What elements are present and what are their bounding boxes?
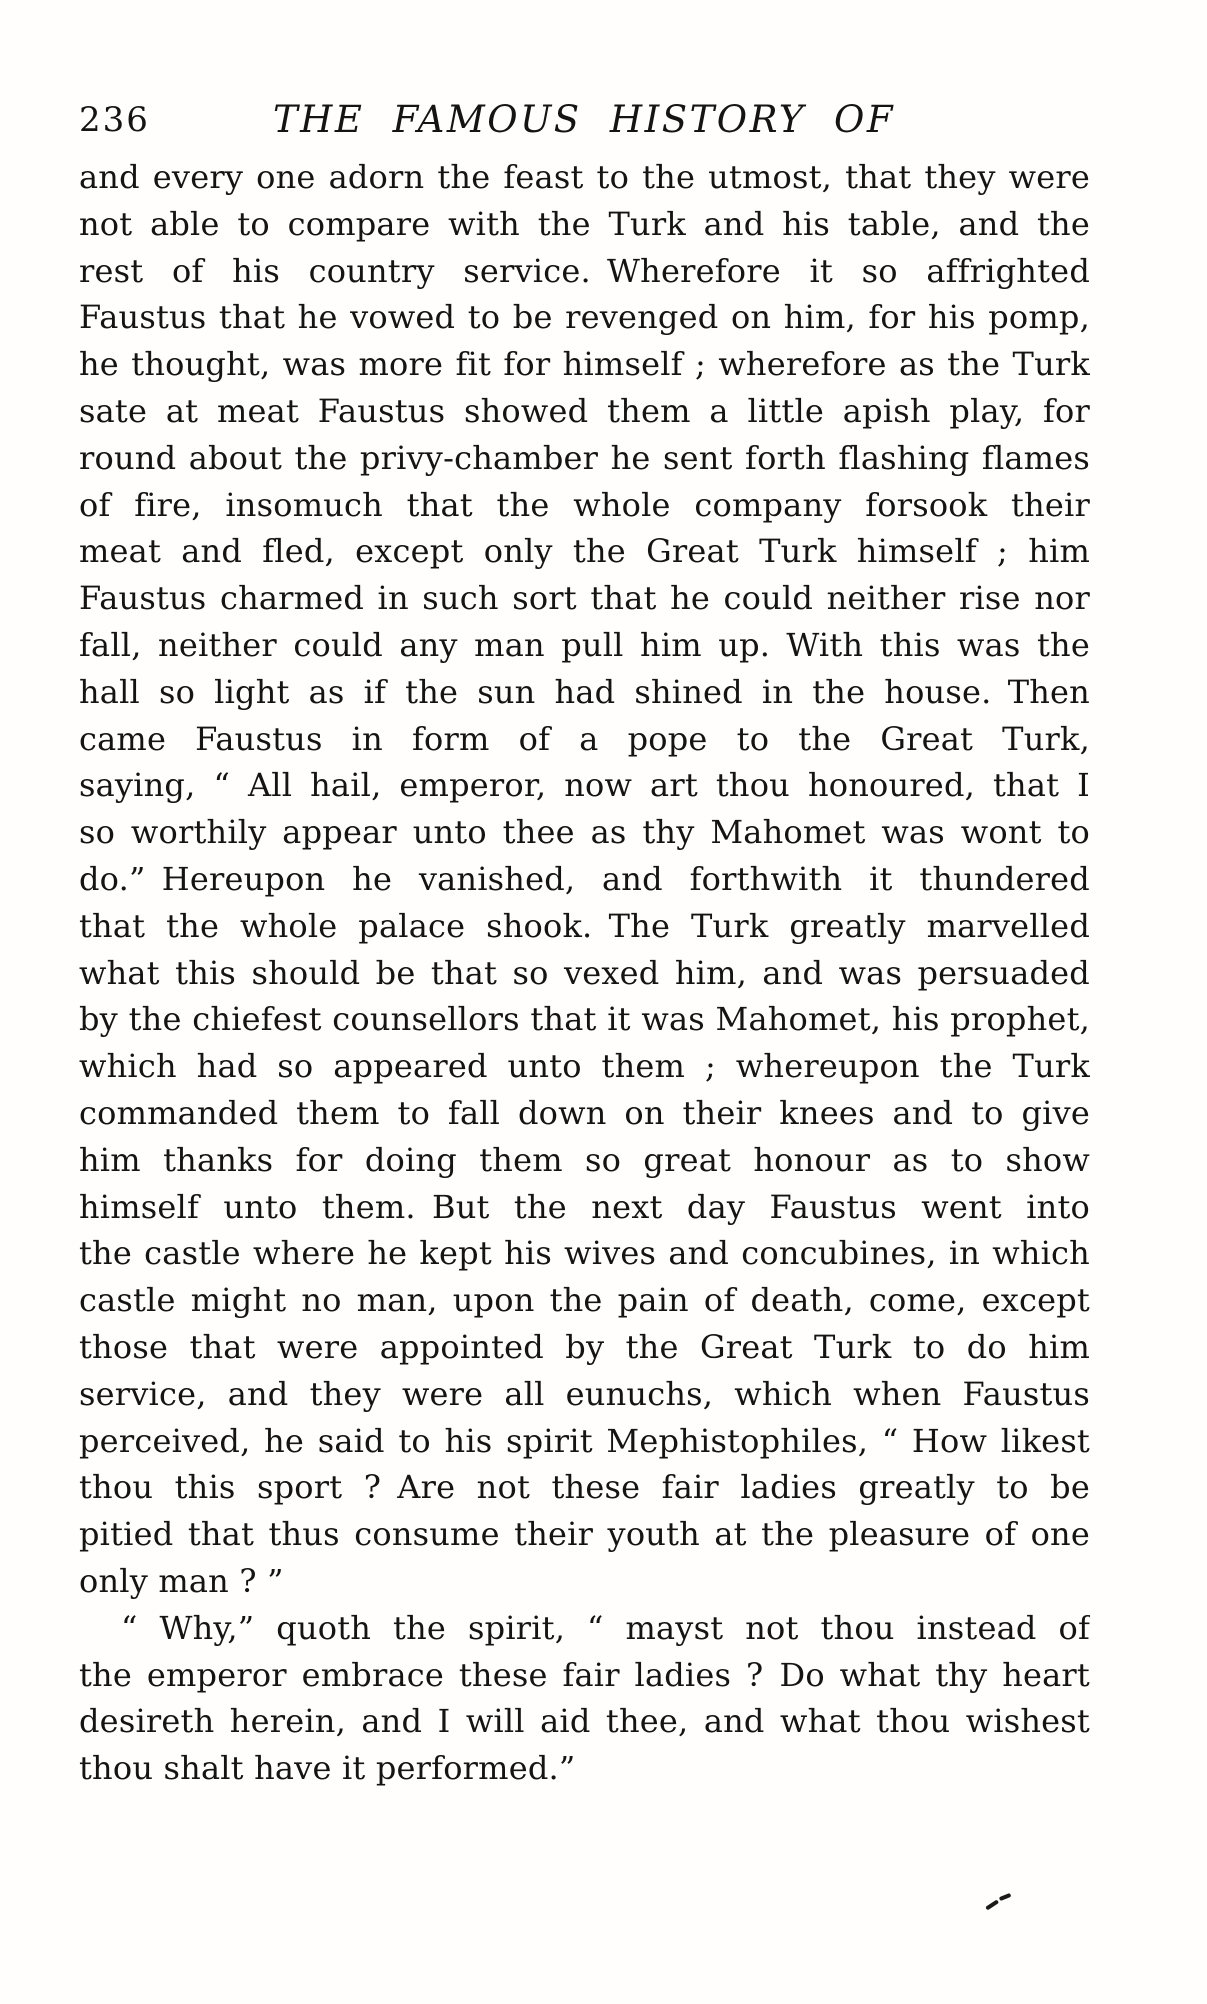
text-line: “ Why,” quoth the spirit, “ mayst not thou instead of bbox=[121, 1608, 1090, 1647]
text-line: perceived, he said to his spirit Mephistophiles, “ How likest bbox=[79, 1421, 1090, 1460]
page-number: 236 bbox=[79, 100, 150, 140]
text-line: commanded them to fall down on their knees and to give bbox=[79, 1093, 1090, 1132]
text-line: sate at meat Faustus showed them a little apish play, for bbox=[79, 391, 1090, 430]
text-line: rest of his country service. Wherefore it so affrighted bbox=[79, 251, 1090, 290]
text-line: fall, neither could any man pull him up. With this was the bbox=[79, 625, 1090, 664]
text-line: the emperor embrace these fair ladies ? Do what thy heart bbox=[79, 1655, 1090, 1694]
running-header bbox=[79, 96, 1089, 144]
text-line: those that were appointed by the Great Turk to do him bbox=[79, 1327, 1090, 1366]
text-line: thou this sport ? Are not these fair ladies greatly to be bbox=[79, 1468, 1090, 1507]
text-line: the castle where he kept his wives and concubines, in which bbox=[79, 1234, 1090, 1273]
body-text bbox=[79, 154, 1090, 1792]
text-line: Faustus that he vowed to be revenged on him, for his pomp, bbox=[79, 298, 1090, 337]
text-line: meat and fled, except only the Great Turk himself ; him bbox=[79, 532, 1090, 571]
text-line: round about the privy-chamber he sent forth flashing flames bbox=[79, 438, 1090, 477]
text-line: service, and they were all eunuchs, which when Faustus bbox=[79, 1374, 1090, 1413]
text-line: which had so appeared unto them ; whereupon the Turk bbox=[79, 1047, 1090, 1086]
ink-mark bbox=[985, 1899, 999, 1910]
running-header-title: THE FAMOUS HISTORY OF bbox=[272, 98, 896, 141]
text-line: Faustus charmed in such sort that he could neither rise nor bbox=[79, 579, 1090, 618]
text-line: he thought, was more fit for himself ; wherefore as the Turk bbox=[79, 345, 1090, 384]
text-line: that the whole palace shook. The Turk greatly marvelled bbox=[79, 906, 1090, 945]
text-line: came Faustus in form of a pope to the Great Turk, bbox=[79, 719, 1090, 758]
ink-mark bbox=[999, 1893, 1011, 1901]
text-line: and every one adorn the feast to the utmost, that they were bbox=[79, 158, 1090, 196]
text-line: only man ? ” bbox=[79, 1561, 284, 1600]
text-line: saying, “ All hail, emperor, now art thou honoured, that I bbox=[79, 766, 1090, 805]
text-line: hall so light as if the sun had shined in the house. Then bbox=[79, 672, 1090, 711]
text-line: desireth herein, and I will aid thee, and what thou wishest bbox=[79, 1702, 1090, 1741]
text-line: castle might no man, upon the pain of death, come, except bbox=[79, 1281, 1090, 1320]
text-line: by the chiefest counsellors that it was Mahomet, his prophet, bbox=[79, 1000, 1090, 1039]
text-line: so worthily appear unto thee as thy Mahomet was wont to bbox=[79, 813, 1090, 852]
text-line: of fire, insomuch that the whole company forsook their bbox=[79, 485, 1090, 524]
text-line: pitied that thus consume their youth at the pleasure of one bbox=[79, 1515, 1090, 1554]
text-line: thou shalt have it performed.” bbox=[79, 1749, 576, 1788]
text-line: do.” Hereupon he vanished, and forthwith it thundered bbox=[79, 859, 1090, 898]
text-line: him thanks for doing them so great honour as to show bbox=[79, 1140, 1090, 1179]
text-line: himself unto them. But the next day Faustus went into bbox=[79, 1187, 1090, 1226]
text-line: what this should be that so vexed him, and was persuaded bbox=[79, 953, 1090, 992]
text-line: not able to compare with the Turk and his table, and the bbox=[79, 204, 1090, 243]
